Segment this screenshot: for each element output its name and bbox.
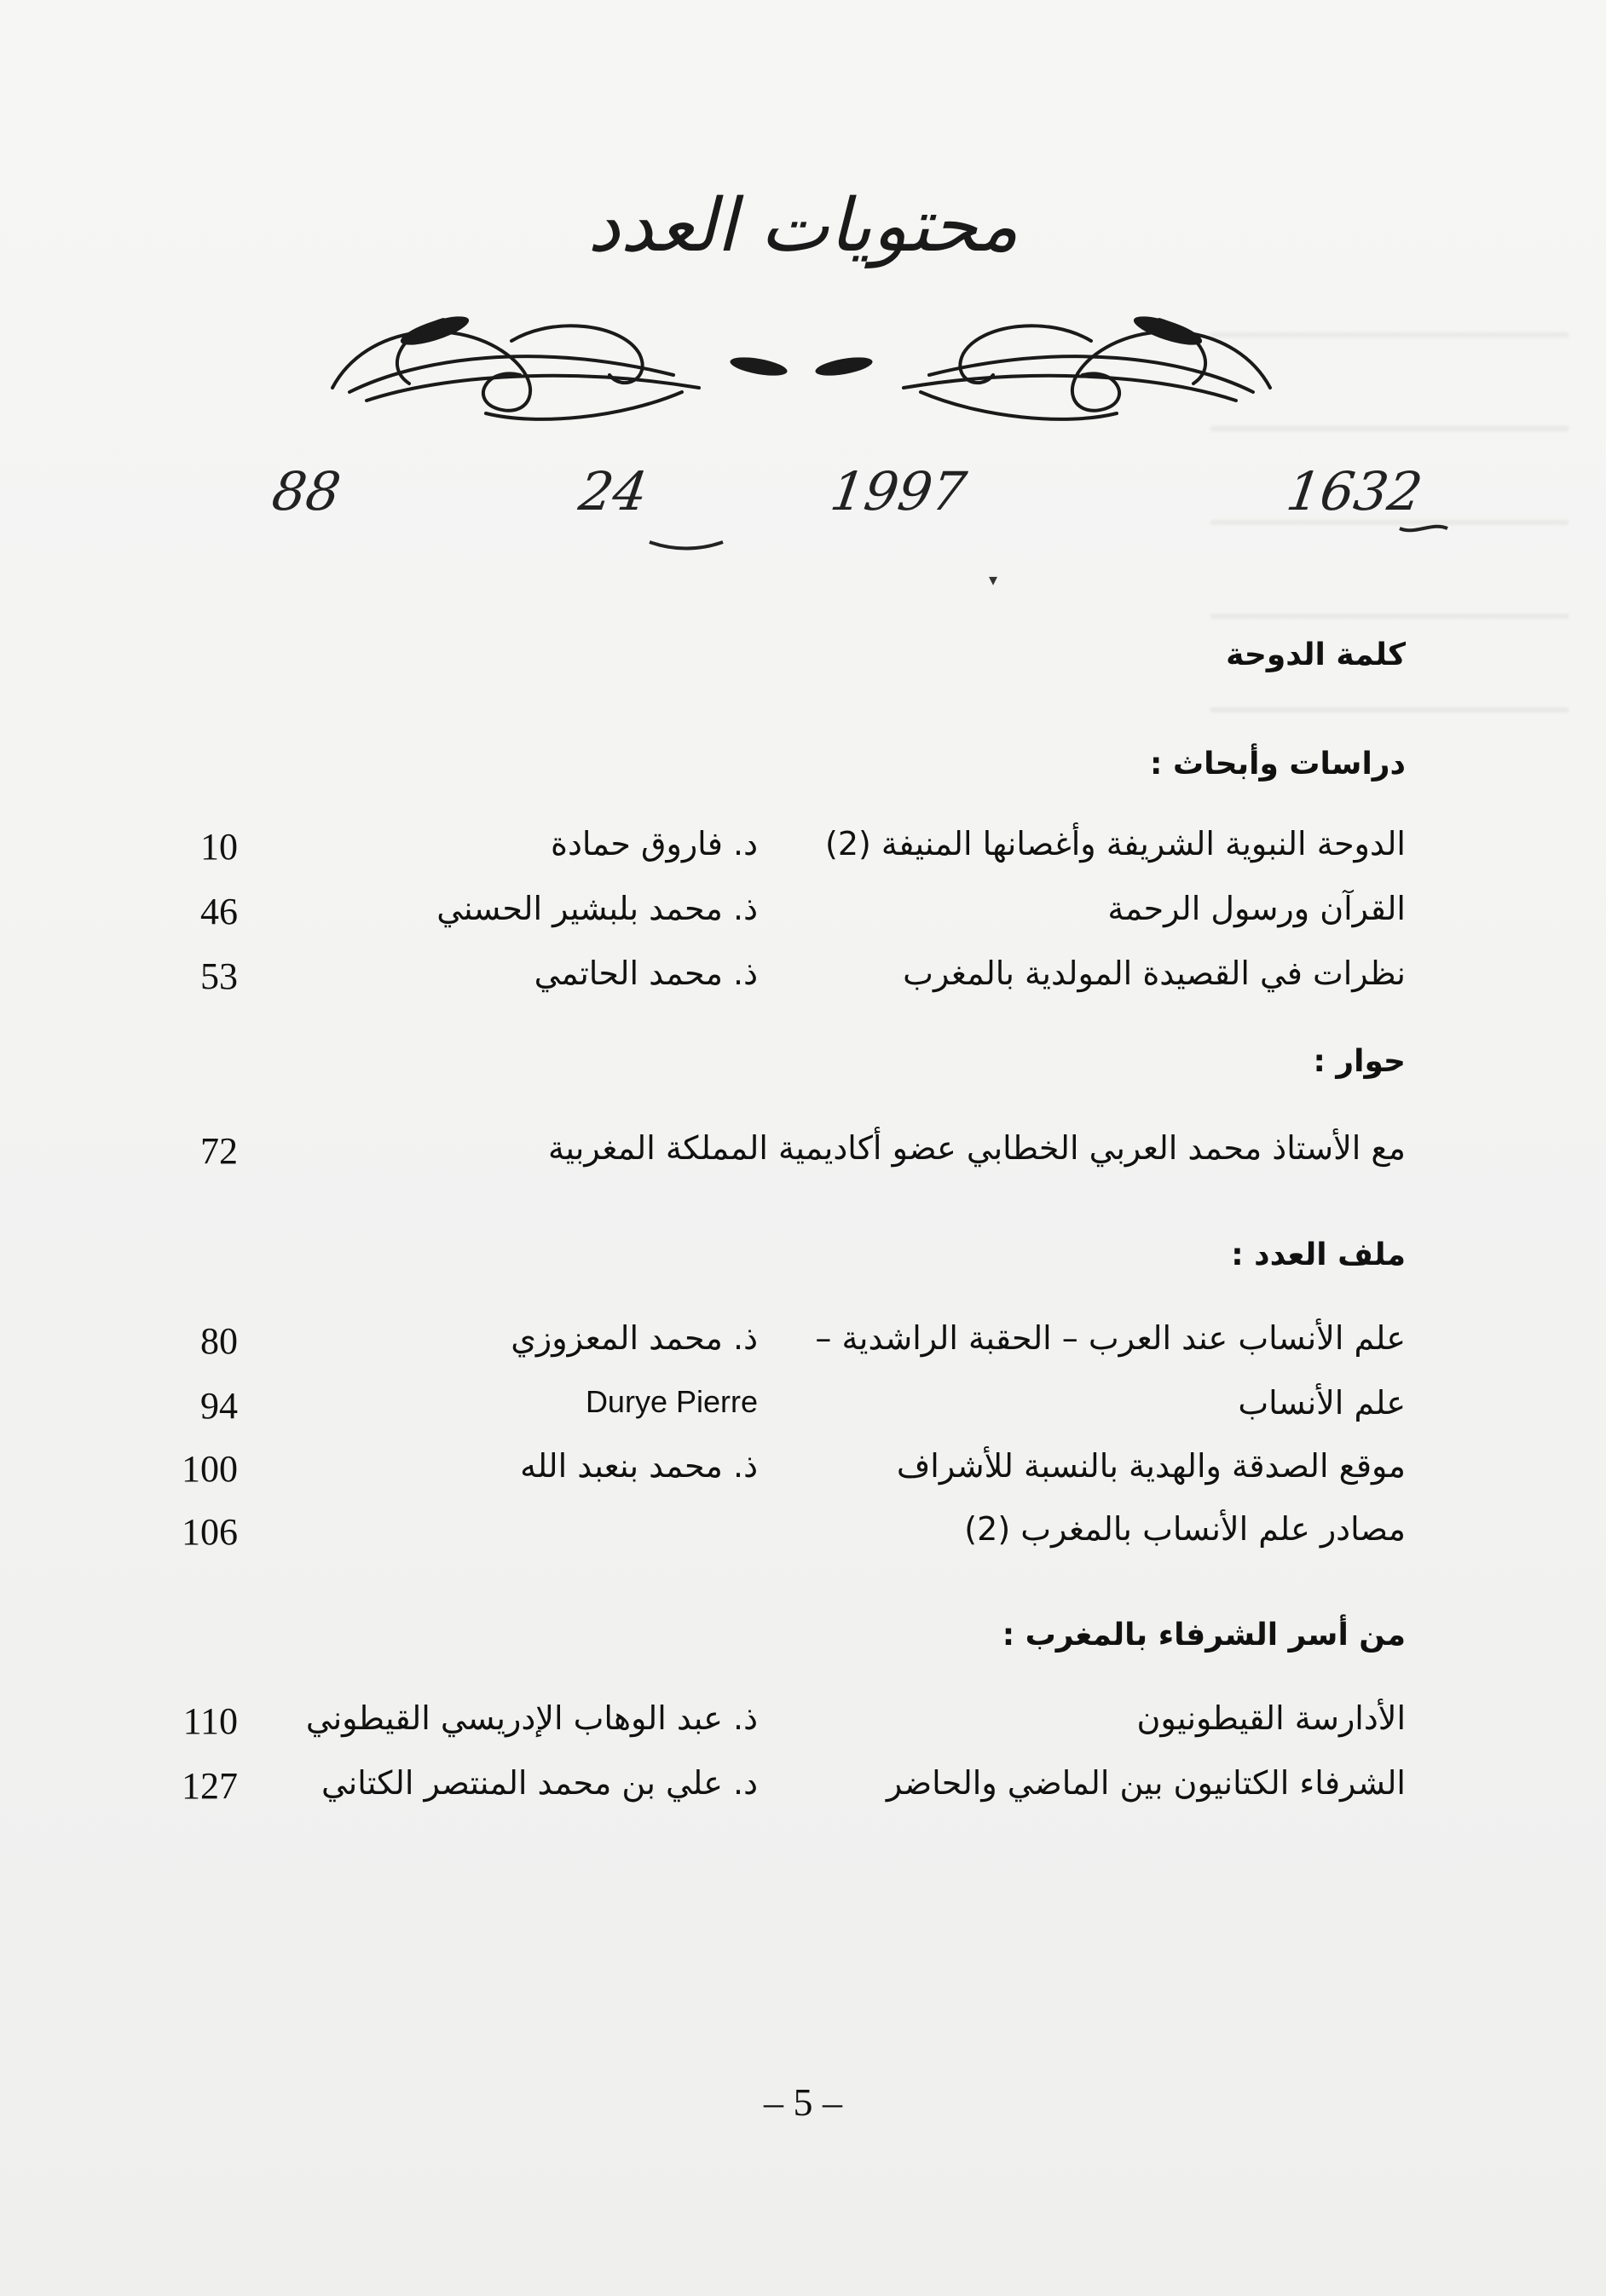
toc-author: ذ. محمد بلبشير الحسني xyxy=(436,890,758,927)
toc-row xyxy=(0,1447,1606,1498)
toc-title: الأدارسة القيطونيون xyxy=(1136,1699,1406,1737)
toc-title: الشرفاء الكتانيون بين الماضي والحاضر xyxy=(886,1764,1406,1802)
toc-author: د. علي بن محمد المنتصر الكتاني xyxy=(321,1764,758,1802)
toc-row xyxy=(0,1510,1606,1561)
toc-row xyxy=(0,1699,1606,1751)
toc-title: علم الأنساب xyxy=(1238,1384,1406,1422)
toc-title: موقع الصدقة والهدية بالنسبة للأشراف xyxy=(896,1447,1406,1485)
toc-title: الدوحة النبوية الشريفة وأغصانها المنيفة (2) xyxy=(825,825,1406,862)
toc-page: 80 xyxy=(200,1320,238,1362)
toc-page: 127 xyxy=(182,1765,238,1807)
toc-page: 100 xyxy=(182,1448,238,1490)
toc-page: 46 xyxy=(200,891,238,932)
toc-row xyxy=(0,955,1606,1006)
toc-author: ذ. محمد بنعبد الله xyxy=(520,1447,758,1485)
section-heading: ملف العدد : xyxy=(1231,1237,1406,1272)
toc-author: ذ. عبد الوهاب الإدريسي القيطوني xyxy=(305,1699,758,1737)
toc-page: 106 xyxy=(182,1511,238,1553)
section-heading: كلمة الدوحة xyxy=(1226,637,1406,672)
toc-row xyxy=(0,1319,1606,1370)
toc-title: نظرات في القصيدة المولدية بالمغرب xyxy=(903,955,1406,992)
handwritten-number: 1632 xyxy=(1282,460,1426,522)
toc-page: 110 xyxy=(182,1700,238,1742)
toc-title: علم الأنساب عند العرب – الحقبة الراشدية – xyxy=(815,1319,1406,1357)
section-heading: حوار : xyxy=(1313,1044,1406,1079)
toc-author: د. فاروق حمادة xyxy=(551,825,758,862)
toc-author: Durye Pierre xyxy=(585,1384,758,1419)
page-number: – 5 – xyxy=(764,2080,842,2124)
toc-title: مصادر علم الأنساب بالمغرب (2) xyxy=(964,1510,1406,1548)
toc-author: ذ. محمد الحاتمي xyxy=(534,955,758,992)
toc-title: مع الأستاذ محمد العربي الخطابي عضو أكاديمية المملكة المغربية xyxy=(547,1129,1406,1167)
speck: ▾ xyxy=(989,569,998,590)
toc-row xyxy=(0,1129,1606,1180)
toc-row xyxy=(0,1764,1606,1815)
toc-author: ذ. محمد المعزوزي xyxy=(511,1319,758,1357)
toc-title: القرآن ورسول الرحمة xyxy=(1107,890,1406,927)
toc-page: 72 xyxy=(200,1130,238,1172)
section-heading: دراسات وأبحاث : xyxy=(1150,747,1406,782)
handwritten-number: 1997 xyxy=(826,460,970,522)
handwritten-number: 24 xyxy=(575,460,652,522)
toc-row xyxy=(0,1384,1606,1435)
section-heading: من أسر الشرفاء بالمغرب : xyxy=(1002,1618,1406,1653)
handwritten-number: 88 xyxy=(268,460,345,522)
toc-row xyxy=(0,890,1606,941)
page-title: محتويات العدد xyxy=(587,183,1019,268)
toc-page: 10 xyxy=(200,826,238,868)
toc-page: 53 xyxy=(200,955,238,997)
toc-row xyxy=(0,825,1606,876)
toc-page: 94 xyxy=(200,1385,238,1427)
